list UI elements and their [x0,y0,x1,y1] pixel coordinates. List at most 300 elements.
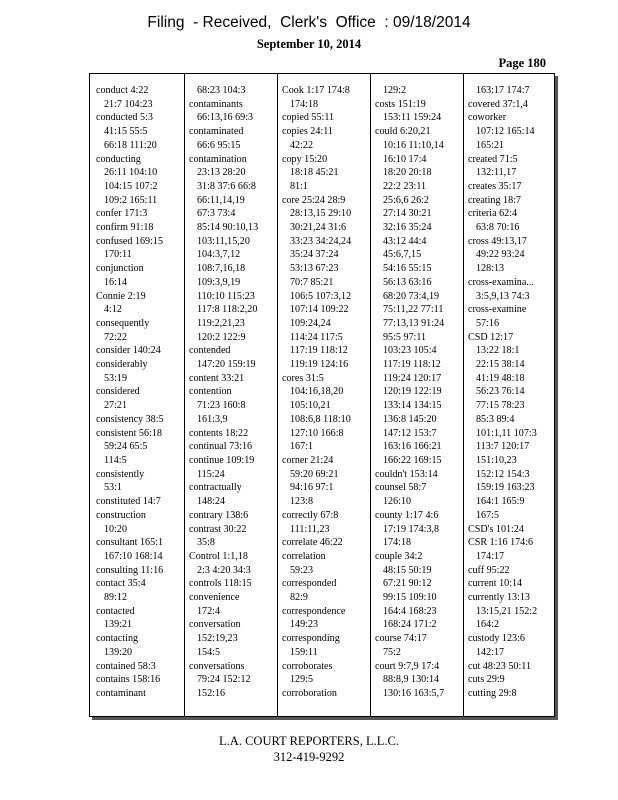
index-term: contaminants [189,98,243,110]
index-references: 174:17 [476,550,505,562]
index-references: 163:17 174:7 [476,85,530,96]
index-references: 33:23 34:24,24 [290,235,352,247]
index-entry [375,98,463,125]
index-term: coworker [468,112,507,124]
index-term: contaminant [96,687,146,699]
index-term: criteria 62:4 [468,208,518,220]
index-term: could 6:20,21 [375,126,431,138]
index-references: 22:15 38:14 [476,359,525,371]
index-references: 41:19 48:18 [476,372,525,384]
index-term: corner 21:24 [282,454,334,466]
index-term: corresponding [282,633,340,645]
index-entry [96,317,184,344]
index-references: 53:19 [104,372,127,384]
index-entry [468,84,556,98]
index-term: contended [189,345,231,357]
index-term: covered 37:1,4 [468,98,528,110]
index-entry [468,331,556,523]
index-column-4 [375,84,463,701]
index-references: 105:10,21 [290,400,331,412]
index-entry [189,618,277,659]
index-references: 109:2 165:11 [104,194,158,206]
index-references: 10:16 11:10,14 [383,139,444,151]
index-entry [282,687,370,701]
index-references: 170:11 [104,249,132,261]
index-references: 107:12 165:14 [476,126,535,138]
index-references: 13:15,21 152:2 [476,605,538,617]
index-references: 104:15 107:2 [104,180,158,192]
index-entry [96,290,184,317]
index-references: 120:19 122:19 [383,386,442,398]
index-references: 59:23 [290,564,313,576]
index-term: counsel 58:7 [375,482,427,494]
index-entry [189,577,277,591]
index-references: 68:23 104:3 [197,85,246,96]
index-term: cross-examina... [468,276,534,288]
index-entry [468,180,556,194]
index-references: 82:9 [290,592,308,604]
index-references: 172:4 [197,605,220,617]
index-term: conduct 4:22 [96,85,149,96]
index-entry [282,125,370,152]
index-entry [189,509,277,523]
index-references: 56:23 76:14 [476,386,525,398]
index-references: 153:11 159:24 [383,112,442,124]
index-term: conducted 5:3 [96,112,153,124]
index-term: continual 73:16 [189,441,253,453]
index-term: contacted [96,605,135,617]
page-number: Page 180 [498,56,546,70]
index-references: 149:23 [290,619,319,631]
index-entry [282,194,370,372]
index-entry [282,84,370,111]
index-references: 66:6 95:15 [197,139,241,151]
index-references: 107:14 109:22 [290,304,349,316]
index-references: 28:13,15 29:10 [290,208,352,220]
index-term: cross 49:13,17 [468,235,527,247]
index-references: 110:10 115:23 [197,290,255,302]
index-entry [96,262,184,289]
index-entry [282,605,370,632]
index-references: 3:5,9,13 74:3 [476,290,530,302]
index-term: construction [96,509,146,521]
index-entry [468,194,556,208]
index-entry [189,125,277,152]
index-references: 111:11,23 [290,523,330,535]
index-entry [189,427,277,441]
index-term: contrast 30:22 [189,523,247,535]
index-term: core 25:24 28:9 [282,194,346,206]
index-term: correctly 67:8 [282,509,339,521]
index-references: 148:24 [197,496,226,508]
index-references: 13:22 18:1 [476,345,520,357]
index-references: 103:23 105:4 [383,345,437,357]
index-references: 30:21,24 31:6 [290,222,347,234]
index-references: 101:1,11 107:3 [476,427,537,439]
index-references: 136:8 145:20 [383,413,437,425]
index-references: 31:8 37:6 66:8 [197,180,256,192]
index-references: 119:19 124:16 [290,359,349,371]
index-references: 109:24,24 [290,317,331,329]
index-term: cores 31:5 [282,372,324,384]
index-references: 43:12 44:4 [383,235,427,247]
index-term: conversations [189,660,245,672]
index-references: 18:18 45:21 [290,167,339,179]
index-term: consultant 165:1 [96,537,164,549]
index-term: contents 18:22 [189,427,249,439]
index-references: 174:18 [383,537,412,549]
index-entry [375,660,463,701]
index-entry [96,207,184,221]
index-term: cut 48:23 50:11 [468,660,531,672]
index-term: content 33:21 [189,372,245,384]
index-entry [96,385,184,412]
index-entry [189,523,277,550]
index-references: 22:2 23:11 [383,180,427,192]
index-references: 128:13 [476,263,505,275]
index-term: convenience [189,592,240,604]
index-references: 95:5 97:11 [383,331,427,343]
index-entry [468,687,556,701]
index-references: 35:8 [197,537,215,549]
index-references: 66:11,14,19 [197,194,245,206]
index-references: 115:24 [197,468,225,480]
index-entry [282,454,370,509]
index-references: 120:2 122:9 [197,331,246,343]
index-entry [468,673,556,687]
index-term: creating 18:7 [468,194,521,206]
index-entry [468,303,556,330]
index-entry [468,523,556,537]
index-references: 53:1 [104,482,122,494]
index-entry [96,577,184,604]
reporter-phone: 312-419-9292 [273,750,345,764]
index-references: 152:12 154:3 [476,468,530,480]
index-term: contains 158:16 [96,674,161,686]
index-term: correlate 46:22 [282,537,343,549]
deposition-date: September 10, 2014 [256,37,362,51]
index-entry [282,111,370,125]
index-term: correspondence [282,605,346,617]
index-term: contention [189,386,232,398]
index-term: cuts 29:9 [468,674,505,686]
index-references: 94:16 97:1 [290,482,334,494]
index-term: CSD's 101:24 [468,523,524,535]
index-references: 59:20 69:21 [290,468,339,480]
index-entry [96,687,184,701]
index-entry [189,550,277,577]
index-references: 117:19 118:12 [383,359,441,371]
index-references: 99:15 109:10 [383,592,437,604]
index-term: corroboration [282,687,337,699]
index-references: 139:20 [104,646,133,658]
index-references: 26:11 104:10 [104,167,158,179]
index-entry [468,536,556,563]
column-divider [463,74,464,716]
column-divider [184,74,185,716]
index-references: 4:12 [104,304,122,316]
index-references: 163:16 166:21 [383,441,442,453]
index-references: 16:10 17:4 [383,153,427,165]
index-references: 174:18 [290,98,319,110]
index-references: 113:7 120:17 [476,441,530,453]
index-term: creates 35:17 [468,180,522,192]
index-entry [375,550,463,632]
index-term: contractually [189,482,242,494]
index-references: 114:5 [104,454,127,466]
index-term: county 1:17 4:6 [375,509,439,521]
index-term: court 9:7,9 17:4 [375,660,440,672]
index-references: 133:14 134:15 [383,400,442,412]
index-references: 66:13,16 69:3 [197,112,254,124]
index-term: conducting [96,153,141,165]
index-term: consistency 38:5 [96,413,164,425]
index-references: 66:18 111:20 [104,139,157,151]
index-references: 119:24 120:17 [383,372,442,384]
index-references: 57:16 [476,317,499,329]
index-entry [96,84,184,111]
index-references: 85:14 90:10,13 [197,222,259,234]
index-entry [282,153,370,194]
index-references: 71:23 160:8 [197,400,246,412]
index-column-5 [468,84,556,701]
index-references: 2:3 4:20 34:3 [197,564,251,576]
index-references: 159:19 163:23 [476,482,535,494]
index-entry [96,344,184,358]
index-references: 117:8 118:2,20 [197,304,258,316]
index-term: costs 151:19 [375,98,426,110]
index-references: 142:17 [476,646,505,658]
index-entry [468,98,556,112]
index-references: 48:15 50:19 [383,564,432,576]
index-entry [375,84,463,98]
index-term: couple 34:2 [375,550,423,562]
index-entry [375,509,463,550]
index-entry [96,358,184,385]
index-term: confer 171:3 [96,208,148,220]
index-references: 23:13 28:20 [197,167,246,179]
index-frame [89,73,555,717]
index-references: 114:24 117:5 [290,331,343,343]
index-column-2 [189,84,277,701]
index-references: 89:12 [104,592,127,604]
index-references: 119:2,21,23 [197,317,245,329]
index-entry [282,536,370,550]
index-entry [189,440,277,454]
index-term: considerably [96,359,148,371]
index-term: created 71:5 [468,153,518,165]
index-term: constituted 14:7 [96,496,161,508]
index-term: contamination [189,153,247,165]
index-references: 18:20 20:18 [383,167,432,179]
index-references: 70:7 85:21 [290,276,334,288]
index-references: 27:14 30:21 [383,208,432,220]
index-term: course 74:17 [375,633,427,645]
index-references: 88:8,9 130:14 [383,674,440,686]
index-entry [96,632,184,659]
index-references: 123:8 [290,496,313,508]
index-term: correlation [282,550,326,562]
index-references: 25:6,6 26:2 [383,194,429,206]
index-term: copies 24:11 [282,126,333,138]
index-references: 10:20 [104,523,127,535]
index-term: contained 58:3 [96,660,156,672]
index-entry [189,98,277,125]
index-entry [96,495,184,509]
index-references: 45:6,7,15 [383,249,422,261]
index-entry [282,509,370,536]
index-term: custody 123:6 [468,633,525,645]
index-term: copy 15:20 [282,153,328,165]
index-references: 152:19,23 [197,633,238,645]
index-term: consulting 11:16 [96,564,164,576]
index-references: 32:16 35:24 [383,222,432,234]
index-term: consider 140:24 [96,345,161,357]
index-references: 151:10,23 [476,454,517,466]
index-references: 108:7,16,18 [197,263,246,275]
index-term: consequently [96,317,150,329]
index-term: consistently [96,468,145,480]
index-references: 17:19 174:3,8 [383,523,440,535]
index-entry [96,111,184,152]
index-references: 77:13,13 91:24 [383,317,445,329]
index-entry [468,207,556,234]
index-term: corresponded [282,578,337,590]
reporter-company: L.A. COURT REPORTERS, L.L.C. [219,734,399,748]
index-references: 77:15 78:23 [476,400,525,412]
index-term: continue 109:19 [189,454,255,466]
index-entry [468,235,556,276]
index-references: 16:14 [104,276,127,288]
index-references: 130:16 163:5,7 [383,687,445,699]
index-term: couldn't 153:14 [375,468,438,480]
index-references: 59:24 65:5 [104,441,148,453]
index-references: 109:3,9,19 [197,276,241,288]
index-references: 53:13 67:23 [290,263,339,275]
index-entry [96,660,184,674]
index-entry [96,427,184,468]
index-entry [375,468,463,482]
index-entry [189,372,277,386]
index-entry [189,454,277,481]
index-references: 159:11 [290,646,318,658]
index-term: conjunction [96,263,144,275]
index-references: 81:1 [290,180,308,192]
index-references: 127:10 166:8 [290,427,344,439]
index-term: currently 13:13 [468,592,530,604]
index-entry [375,632,463,659]
index-references: 164:4 168:23 [383,605,437,617]
index-entry [189,591,277,618]
index-entry [282,632,370,659]
index-entry [96,605,184,632]
index-references: 161:3,9 [197,413,228,425]
index-references: 103:11,15,20 [197,235,250,247]
column-divider [370,74,371,716]
index-references: 67:21 90:12 [383,578,432,590]
index-references: 27:21 [104,400,127,412]
index-references: 129:5 [290,674,313,686]
index-references: 117:19 118:12 [290,345,348,357]
index-term: contrary 138:6 [189,509,249,521]
index-references: 49:22 93:24 [476,249,525,261]
index-entry [468,564,556,578]
index-references: 63:8 70:16 [476,222,520,234]
index-references: 164:1 165:9 [476,496,525,508]
index-references: 126:10 [383,496,412,508]
index-entry [96,564,184,578]
index-entry [189,344,277,371]
index-entry [96,221,184,235]
index-entry [189,481,277,508]
index-references: 106:5 107:3,12 [290,290,352,302]
index-entry [189,84,277,98]
index-term: CSR 1:16 174:6 [468,537,534,549]
index-term: considered [96,386,140,398]
index-entry [282,550,370,577]
index-term: conversation [189,619,241,631]
index-references: 108:6,8 118:10 [290,413,351,425]
index-references: 147:20 159:19 [197,359,256,371]
index-term: Cook 1:17 174:8 [282,85,350,96]
index-references: 67:3 73:4 [197,208,236,220]
index-references: 165:21 [476,139,505,151]
index-term: confused 169:15 [96,235,163,247]
filing-stamp: Filing - Received, Clerk's Office : 09/18/2014 [147,14,471,31]
index-entry [282,660,370,687]
index-term: contacting [96,633,139,645]
index-entry [282,577,370,604]
index-entry [468,276,556,303]
index-term: consistent 56:18 [96,427,162,439]
index-entry [468,577,556,591]
index-references: 104:16,18,20 [290,386,344,398]
index-entry [375,125,463,468]
index-term: CSD 12:17 [468,331,514,343]
index-entry [468,632,556,659]
index-entry [375,481,463,508]
index-references: 168:24 171:2 [383,619,437,631]
index-column-3 [282,84,370,701]
index-entry [96,468,184,495]
index-entry [189,385,277,426]
index-references: 164:2 [476,619,499,631]
index-references: 167:1 [290,441,313,453]
index-references: 41:15 55:5 [104,126,148,138]
index-references: 75:2 [383,646,401,658]
index-entry [96,235,184,262]
index-term: corroborates [282,660,333,672]
index-entry [282,372,370,454]
index-entry [468,660,556,674]
index-term: cutting 29:8 [468,687,517,699]
index-term: contaminated [189,126,244,138]
index-term: contact 35:4 [96,578,146,590]
index-term: confirm 91:18 [96,222,154,234]
index-entry [96,673,184,687]
index-entry [189,153,277,345]
index-references: 154:5 [197,646,220,658]
index-references: 132:11,17 [476,167,517,179]
index-references: 75:11,22 77:11 [383,304,444,316]
index-references: 147:12 153:7 [383,427,437,439]
index-references: 68:20 73:4,19 [383,290,440,302]
index-entry [96,413,184,427]
index-references: 54:16 55:15 [383,263,432,275]
index-column-1 [96,84,184,701]
index-entry [96,536,184,563]
index-references: 104:3,7,12 [197,249,241,261]
